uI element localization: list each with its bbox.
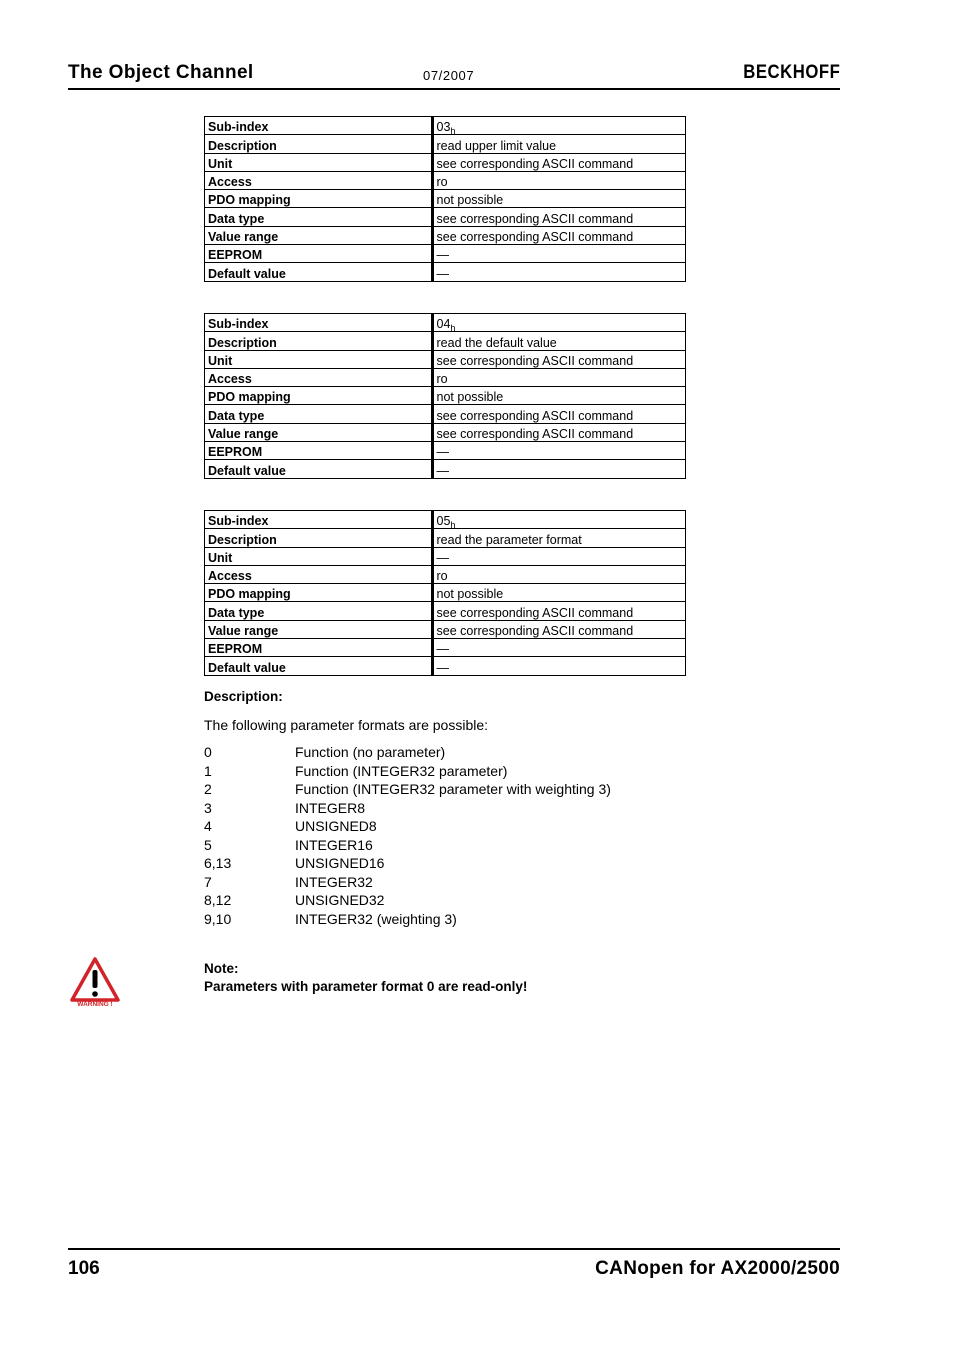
page-footer — [68, 1248, 840, 1290]
value-text: read the parameter format — [436, 532, 582, 547]
row-value — [432, 135, 685, 153]
format-label: UNSIGNED32 — [295, 892, 385, 908]
value-text: see corresponding ASCII command — [436, 156, 634, 171]
format-label: UNSIGNED8 — [295, 818, 377, 834]
value-text: see corresponding ASCII command — [436, 353, 634, 368]
row-value — [432, 263, 685, 281]
object-table — [204, 116, 686, 282]
row-value — [432, 547, 685, 565]
row-value — [432, 405, 685, 423]
row-key: Value range — [205, 620, 433, 638]
value-text: — — [436, 248, 450, 263]
table-row — [205, 442, 686, 460]
row-value — [432, 368, 685, 386]
document-title: CANopen for AX2000/2500 — [595, 1258, 840, 1279]
row-key: PDO mapping — [205, 387, 433, 405]
row-value — [432, 208, 685, 226]
section-title: The Object Channel — [68, 62, 254, 83]
row-key: Sub-index — [205, 117, 433, 135]
format-label: Function (INTEGER32 parameter) — [295, 762, 508, 779]
list-item — [204, 818, 704, 837]
hex-suffix: h — [450, 520, 456, 531]
format-code: 9,10 — [204, 910, 232, 927]
row-value — [432, 117, 685, 135]
table-row — [205, 460, 686, 478]
value-text: see corresponding ASCII command — [436, 408, 634, 423]
row-key: Data type — [205, 602, 433, 620]
value-text: — — [436, 266, 450, 281]
value-text: see corresponding ASCII command — [436, 230, 634, 245]
value-text: 05 — [436, 514, 451, 529]
description-heading: Description: — [204, 689, 283, 704]
row-key: Description — [205, 529, 433, 547]
row-value — [432, 529, 685, 547]
value-text: see corresponding ASCII command — [436, 427, 634, 442]
value-text: not possible — [436, 390, 504, 405]
row-key: Default value — [205, 657, 433, 675]
row-key: PDO mapping — [205, 190, 433, 208]
note-heading: Note: — [204, 961, 239, 976]
brand-logo: BECKHOFF — [742, 62, 840, 83]
list-item — [204, 800, 704, 819]
value-text: see corresponding ASCII command — [436, 605, 634, 620]
page-number: 106 — [68, 1258, 100, 1279]
table-row — [205, 245, 686, 263]
value-text: — — [436, 550, 450, 565]
format-code: 2 — [204, 781, 212, 797]
table-row — [205, 350, 686, 368]
page-header — [68, 62, 840, 90]
table-row — [205, 529, 686, 547]
row-value — [432, 602, 685, 620]
table-row — [205, 584, 686, 602]
table-row — [205, 332, 686, 350]
value-text: not possible — [436, 587, 504, 602]
row-value — [432, 332, 685, 350]
table-row — [205, 314, 686, 332]
row-value — [432, 584, 685, 602]
table-row — [205, 511, 686, 529]
table-row — [205, 226, 686, 244]
list-item — [204, 837, 704, 856]
value-text: — — [436, 642, 450, 657]
value-text: ro — [436, 569, 448, 584]
format-code: 7 — [204, 873, 212, 890]
row-value — [432, 460, 685, 478]
format-code: 6,13 — [204, 855, 232, 871]
table-row — [205, 117, 686, 135]
format-label: INTEGER8 — [295, 799, 366, 816]
row-value — [432, 620, 685, 638]
hex-suffix: h — [450, 323, 456, 334]
row-key: Access — [205, 171, 433, 189]
table-row — [205, 565, 686, 583]
table-row — [205, 171, 686, 189]
value-text: — — [436, 445, 450, 460]
list-item — [204, 763, 704, 782]
row-key: Access — [205, 368, 433, 386]
format-label: UNSIGNED16 — [295, 855, 385, 871]
table-row — [205, 620, 686, 638]
table-row — [205, 602, 686, 620]
warning-label: WARNING ! — [77, 1001, 113, 1008]
list-item — [204, 744, 704, 763]
format-code: 0 — [204, 744, 212, 760]
row-value — [432, 511, 685, 529]
row-value — [432, 190, 685, 208]
list-item — [204, 855, 704, 874]
table-row — [205, 657, 686, 675]
table-row — [205, 153, 686, 171]
value-text: see corresponding ASCII command — [436, 624, 634, 639]
row-key: Description — [205, 135, 433, 153]
table-row — [205, 368, 686, 386]
table-row — [205, 423, 686, 441]
table-row — [205, 208, 686, 226]
table-row — [205, 405, 686, 423]
row-value — [432, 657, 685, 675]
format-label: Function (INTEGER32 parameter with weighting 3) — [295, 781, 611, 797]
table-row — [205, 387, 686, 405]
row-key: Unit — [205, 547, 433, 565]
row-key: Value range — [205, 423, 433, 441]
value-text: — — [436, 660, 450, 675]
format-code: 3 — [204, 799, 212, 816]
row-key: Default value — [205, 460, 433, 478]
row-key: PDO mapping — [205, 584, 433, 602]
table-row — [205, 190, 686, 208]
row-value — [432, 153, 685, 171]
format-code: 4 — [204, 818, 212, 834]
parameter-format-list — [204, 744, 704, 929]
table-row — [205, 547, 686, 565]
table-row — [205, 135, 686, 153]
note-text: Parameters with parameter format 0 are read-only! — [204, 979, 528, 994]
row-key: EEPROM — [205, 639, 433, 657]
row-key: Unit — [205, 153, 433, 171]
row-key: Sub-index — [205, 314, 433, 332]
row-value — [432, 171, 685, 189]
row-key: Unit — [205, 350, 433, 368]
row-value — [432, 423, 685, 441]
value-text: read the default value — [436, 335, 557, 350]
warning-triangle-icon — [69, 956, 121, 1008]
list-item — [204, 874, 704, 893]
row-key: Sub-index — [205, 511, 433, 529]
table-row — [205, 263, 686, 281]
row-value — [432, 442, 685, 460]
value-text: read upper limit value — [436, 138, 557, 153]
row-key: Default value — [205, 263, 433, 281]
row-value — [432, 387, 685, 405]
value-text: — — [436, 463, 450, 478]
value-text: ro — [436, 175, 448, 190]
hex-suffix: h — [450, 126, 456, 137]
row-key: Access — [205, 565, 433, 583]
list-item — [204, 911, 704, 930]
list-item — [204, 781, 704, 800]
value-text: ro — [436, 372, 448, 387]
list-item — [204, 892, 704, 911]
format-label: INTEGER32 (weighting 3) — [295, 910, 457, 927]
row-value — [432, 639, 685, 657]
object-table — [204, 510, 686, 676]
row-key: EEPROM — [205, 245, 433, 263]
row-key: Data type — [205, 208, 433, 226]
object-table — [204, 313, 686, 479]
row-value — [432, 245, 685, 263]
format-label: INTEGER32 — [295, 873, 373, 890]
edition-date: 07/2007 — [423, 68, 475, 83]
row-value — [432, 350, 685, 368]
table-row — [205, 639, 686, 657]
value-text: 03 — [436, 120, 451, 135]
row-value — [432, 226, 685, 244]
value-text: see corresponding ASCII command — [436, 211, 634, 226]
value-text: 04 — [436, 317, 451, 332]
format-code: 5 — [204, 836, 212, 853]
row-value — [432, 565, 685, 583]
row-key: EEPROM — [205, 442, 433, 460]
format-label: INTEGER16 — [295, 836, 373, 853]
description-intro: The following parameter formats are possible: — [204, 717, 489, 733]
row-key: Description — [205, 332, 433, 350]
row-key: Data type — [205, 405, 433, 423]
value-text: not possible — [436, 193, 504, 208]
row-value — [432, 314, 685, 332]
format-code: 8,12 — [204, 892, 232, 908]
row-key: Value range — [205, 226, 433, 244]
format-label: Function (no parameter) — [295, 744, 446, 760]
format-code: 1 — [204, 762, 212, 779]
